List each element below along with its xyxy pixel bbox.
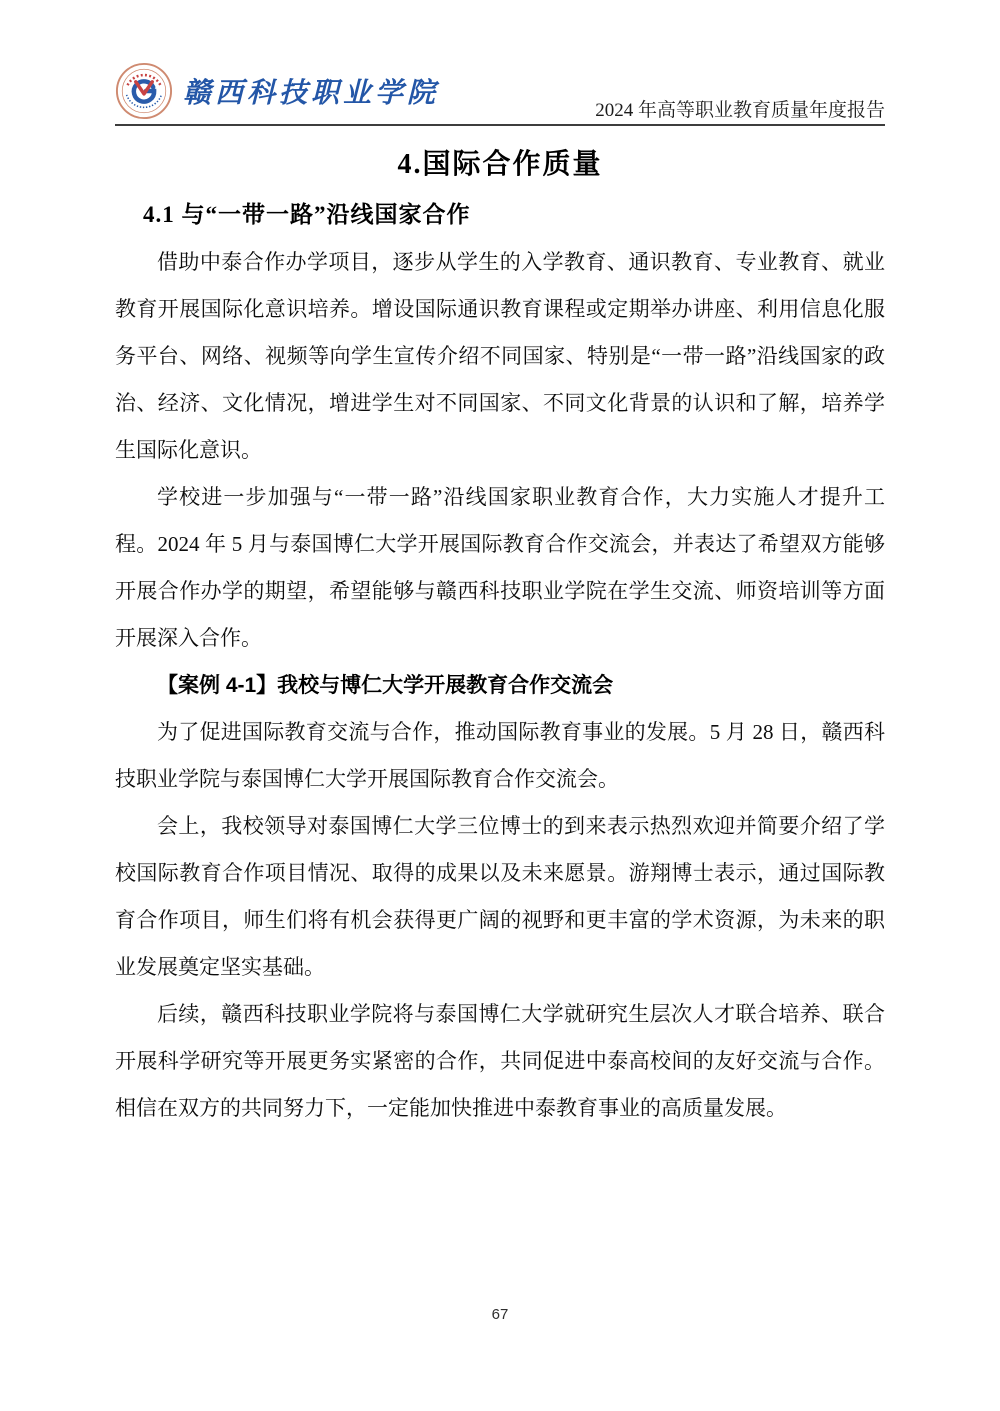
paragraph: 会上，我校领导对泰国博仁大学三位博士的到来表示热烈欢迎并简要介绍了学校国际教育合作项目情况、取得的成果以及未来愿景。游翔博士表示，通过国际教育合作项目，师生们将有机会获得更广阔的视野和更丰富的学术资源，为未来的职业发展奠定坚实基础。: [115, 814, 885, 979]
paragraph: 为了促进国际教育交流与合作，推动国际教育事业的发展。5 月 28 日，赣西科技职业学院与泰国博仁大学开展国际教育合作交流会。: [115, 720, 885, 791]
header-brand: [115, 62, 439, 120]
case-heading: 【案例 4-1】我校与博仁大学开展教育合作交流会: [157, 674, 614, 697]
section-heading: 4.1 与“一带一路”沿线国家合作: [143, 202, 471, 227]
page-header: [115, 0, 885, 126]
paragraph: 借助中泰合作办学项目，逐步从学生的入学教育、通识教育、专业教育、就业教育开展国际化意识培养。增设国际通识教育课程或定期举办讲座、利用信息化服务平台、网络、视频等向学生宣传介绍不同国家、特别是“一带一路”沿线国家的政治、经济、文化情况，增进学生对不同国家、不同文化背景的认识和了解，培养学生国际化意识。: [115, 250, 885, 462]
document-body: [115, 126, 885, 1132]
school-name: 赣西科技职业学院: [183, 78, 440, 109]
school-seal-logo-icon: [115, 62, 173, 120]
paragraph: 学校进一步加强与“一带一路”沿线国家职业教育合作，大力实施人才提升工程。2024 年 5 月与泰国博仁大学开展国际教育合作交流会，并表达了希望双方能够开展合作办学的期望，希望能够与赣西科技职业学院在学生交流、师资培训等方面开展深入合作。: [115, 485, 885, 650]
report-title: 2024 年高等职业教育质量年度报告: [595, 100, 885, 121]
paragraph: 后续，赣西科技职业学院将与泰国博仁大学就研究生层次人才联合培养、联合开展科学研究等开展更务实紧密的合作，共同促进中泰高校间的友好交流与合作。相信在双方的共同努力下，一定能加快推进中泰教育事业的高质量发展。: [115, 1002, 885, 1120]
page-number: 67: [491, 1306, 509, 1323]
chapter-title: 4.国际合作质量: [397, 149, 603, 180]
